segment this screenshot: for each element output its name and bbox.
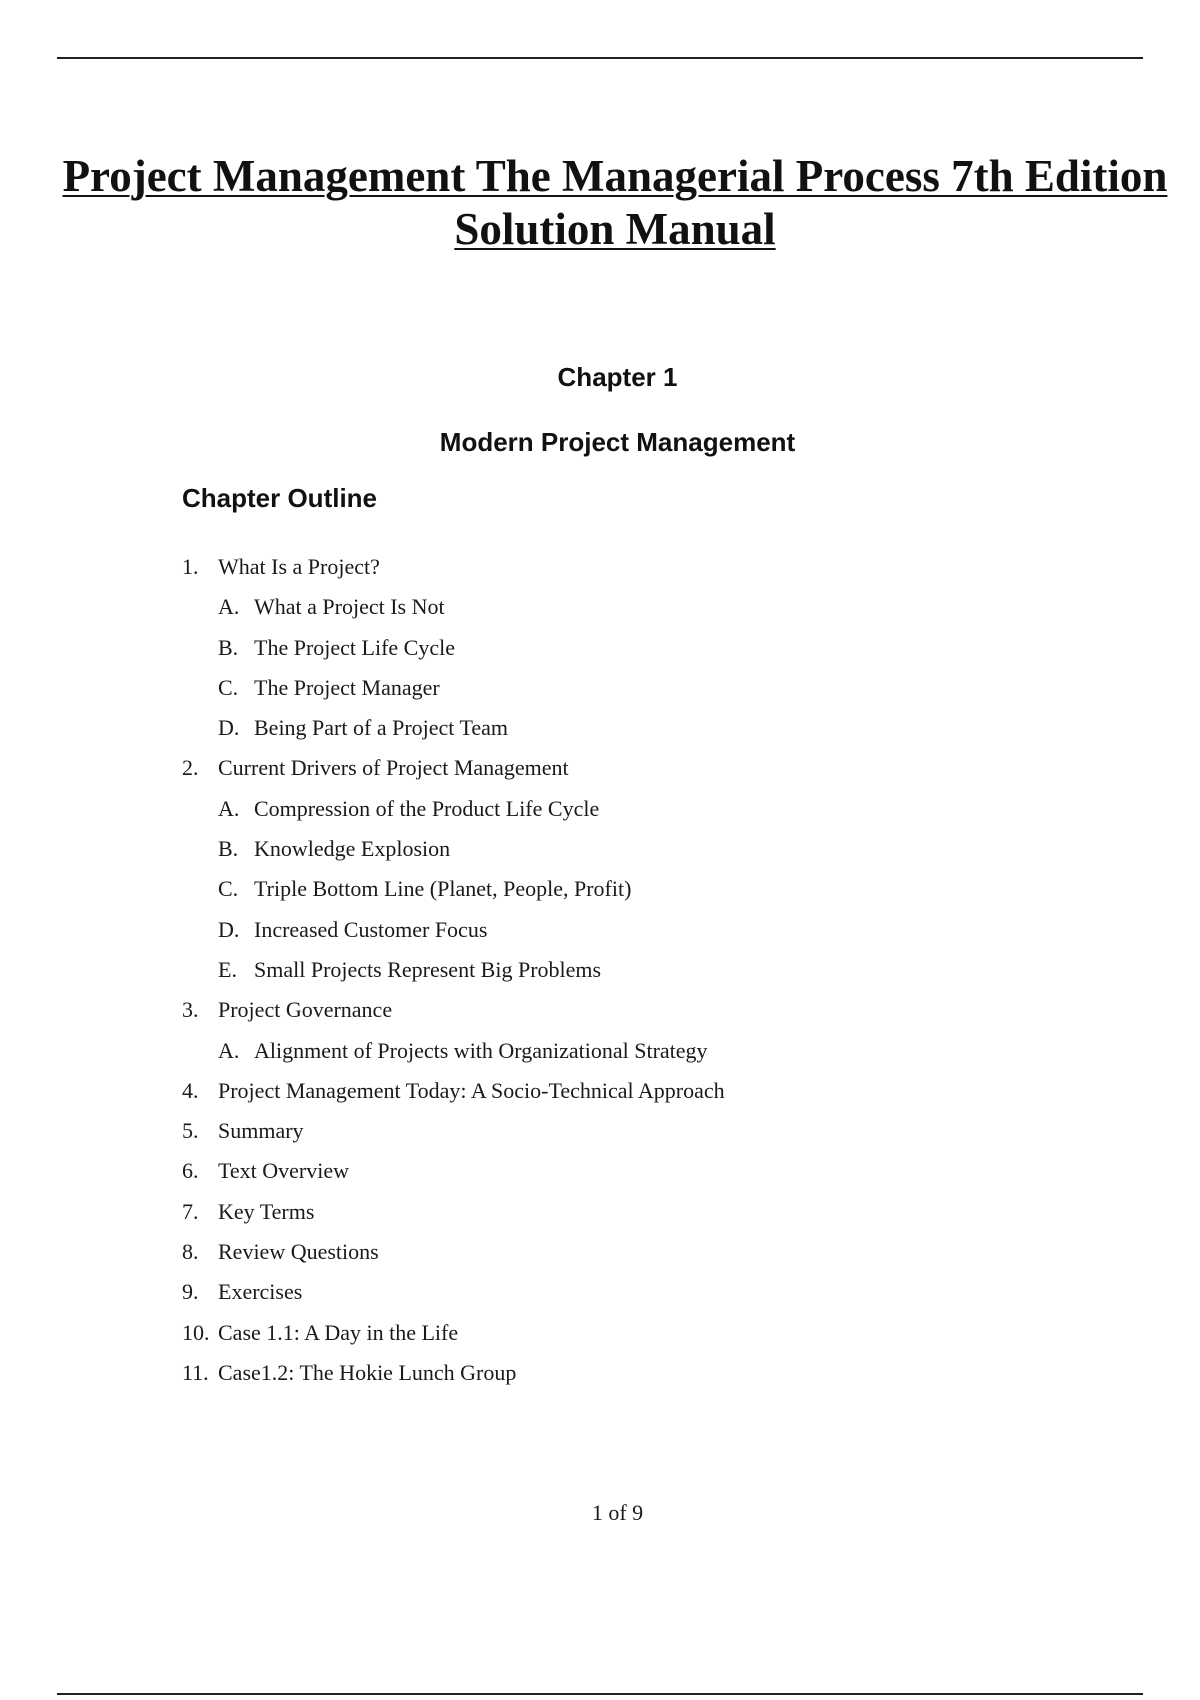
outline-subitem: [182, 594, 725, 634]
chapter-name: Modern Project Management: [439, 427, 796, 457]
outline-item-text: Review Questions: [218, 1239, 379, 1265]
outline-item-text: Knowledge Explosion: [254, 836, 451, 862]
outline-item-text: What a Project Is Not: [254, 594, 445, 620]
outline-subitem: [182, 836, 725, 876]
outline-item-marker: C.: [218, 876, 239, 902]
outline-item-marker: 2.: [182, 755, 199, 781]
page-indicator: 1 of 9: [591, 1500, 644, 1525]
document-title: [50, 150, 1180, 256]
outline-item-text: Triple Bottom Line (Planet, People, Profit): [254, 876, 632, 902]
outline-item-marker: 3.: [182, 997, 199, 1023]
outline-item-marker: 10.: [182, 1319, 210, 1345]
outline-item-text: Case1.2: The Hokie Lunch Group: [218, 1359, 517, 1385]
outline-item: [182, 1279, 725, 1319]
outline-subitem: [182, 917, 725, 957]
outline-item-marker: 4.: [182, 1077, 199, 1103]
document-title-line-1: Project Management The Managerial Process 7th Edition: [62, 151, 1168, 201]
outline-heading: Chapter Outline: [182, 483, 378, 513]
outline-item: [182, 1118, 725, 1158]
outline-subitem: [182, 876, 725, 916]
outline-item-marker: E.: [218, 956, 237, 982]
outline-item-marker: A.: [218, 795, 240, 821]
document-title-line-2: Solution Manual: [454, 204, 776, 254]
outline-item: [182, 997, 725, 1037]
outline-item-marker: B.: [218, 836, 239, 862]
outline-item-marker: B.: [218, 634, 239, 660]
outline-item-marker: A.: [218, 594, 240, 620]
outline-item-text: The Project Life Cycle: [254, 634, 455, 660]
outline-item-marker: C.: [218, 674, 239, 700]
outline-item-marker: 9.: [182, 1279, 199, 1305]
outline-item: [182, 755, 725, 795]
outline-item: [182, 1360, 725, 1400]
top-divider: [57, 57, 1143, 59]
outline-item: [182, 1199, 725, 1239]
outline-subitem: [182, 635, 725, 675]
outline-item-text: Key Terms: [218, 1198, 315, 1224]
outline-item-text: Being Part of a Project Team: [254, 715, 509, 741]
outline-subitem: [182, 1038, 725, 1078]
chapter-number: Chapter 1: [557, 362, 678, 392]
outline-item-text: Exercises: [218, 1279, 303, 1305]
outline-item-marker: 8.: [182, 1239, 199, 1265]
outline-item-marker: D.: [218, 715, 240, 741]
outline-item-text: Case 1.1: A Day in the Life: [218, 1319, 459, 1345]
outline-subitem: [182, 796, 725, 836]
bottom-divider: [57, 1693, 1143, 1695]
outline-item: [182, 1158, 725, 1198]
outline-subitem: [182, 957, 725, 997]
outline-item-marker: A.: [218, 1037, 240, 1063]
outline-item-text: Summary: [218, 1118, 304, 1144]
outline-item-text: Project Management Today: A Socio-Technical Approach: [218, 1077, 725, 1103]
outline-item-text: Current Drivers of Project Management: [218, 755, 569, 781]
outline-item: [182, 554, 725, 594]
outline-item-text: Project Governance: [218, 997, 393, 1023]
outline-item: [182, 1239, 725, 1279]
outline-item-marker: D.: [218, 916, 240, 942]
outline-item-marker: 6.: [182, 1158, 199, 1184]
outline-item-marker: 1.: [182, 554, 199, 579]
outline-item-text: Text Overview: [218, 1158, 350, 1184]
outline-item-text: What Is a Project?: [218, 554, 380, 579]
outline-item-text: Increased Customer Focus: [254, 916, 488, 942]
outline-item: [182, 1078, 725, 1118]
outline-item-marker: 5.: [182, 1118, 199, 1144]
outline-item-text: Alignment of Projects with Organizational Strategy: [254, 1037, 708, 1063]
outline-subitem: [182, 715, 725, 755]
outline-item-text: Compression of the Product Life Cycle: [254, 795, 600, 821]
outline-item-text: Small Projects Represent Big Problems: [254, 956, 602, 982]
outline-item-marker: 11.: [182, 1359, 209, 1385]
outline-item-text: The Project Manager: [254, 674, 440, 700]
outline-item-marker: 7.: [182, 1198, 199, 1224]
chapter-outline: [182, 554, 725, 1400]
outline-subitem: [182, 675, 725, 715]
outline-item: [182, 1320, 725, 1360]
